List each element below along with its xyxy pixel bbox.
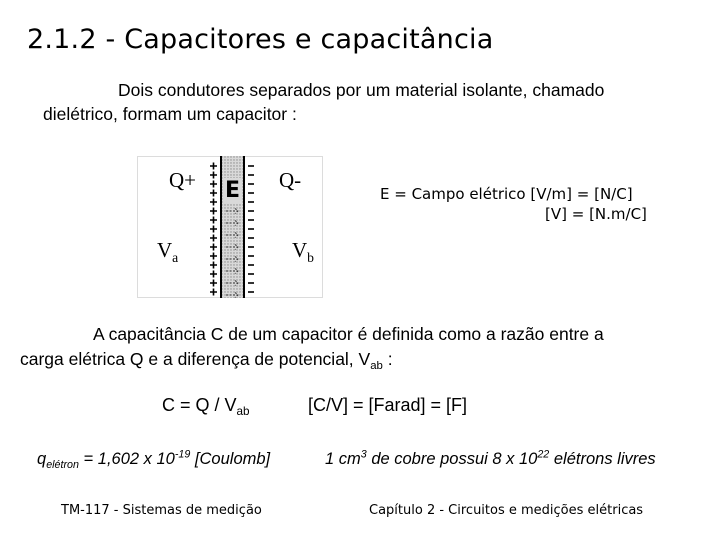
charge-positive-label: Q+ xyxy=(169,168,197,192)
plus-sign xyxy=(210,289,217,296)
plus-sign xyxy=(210,190,217,197)
intro-line-1: Dois condutores separados por um material isolante, chamado xyxy=(118,80,605,100)
footer-chapter: Capítulo 2 - Circuitos e medições elétricas xyxy=(369,503,644,518)
plus-sign xyxy=(210,172,217,179)
plus-sign xyxy=(210,235,217,242)
positive-charges xyxy=(210,163,217,296)
field-symbol: E xyxy=(225,178,241,203)
capacitance-line-2: carga elétrica Q e a diferença de potencial, $V_{ab}$ : xyxy=(20,349,393,372)
capacitance-units: [C/V] = [Farad] = [F] xyxy=(308,395,468,415)
capacitance-formula: $C = Q / V_{ab}$ xyxy=(162,395,250,419)
charge-negative-label: Q- xyxy=(279,168,302,192)
plus-sign xyxy=(210,253,217,260)
footer-course: TM-117 - Sistemas de medição xyxy=(61,503,262,518)
plus-sign xyxy=(210,181,217,188)
plus-sign xyxy=(210,226,217,233)
field-definition-line-2: [V] = [N.m/C] xyxy=(545,205,647,223)
plus-sign xyxy=(210,244,217,251)
capacitance-line-1: A capacitância C de um capacitor é definida como a razão entre a xyxy=(93,324,604,344)
intro-line-2: dielétrico, formam um capacitor : xyxy=(43,104,297,124)
plus-sign xyxy=(210,163,217,170)
copper-electrons-fact: 1 $cm^3$ de cobre possui 8 x $10^{22}$ elétrons livres xyxy=(325,448,656,468)
plus-sign xyxy=(210,217,217,224)
page-title: 2.1.2 - Capacitores e capacitância xyxy=(27,24,494,55)
field-definition-line-1: E = Campo elétrico [V/m] = [N/C] xyxy=(380,185,633,203)
plus-sign xyxy=(210,280,217,287)
potential-b-label: $V_b$ xyxy=(292,238,314,265)
potential-a-label: $V_a$ xyxy=(157,238,179,265)
capacitor-figure xyxy=(137,156,323,298)
plus-sign xyxy=(210,208,217,215)
negative-charges xyxy=(248,166,254,292)
electron-charge: $q_{elétron} = 1,602$ x $10^{-19}$ [Coulomb] xyxy=(37,448,271,471)
plus-sign xyxy=(210,262,217,269)
plus-sign xyxy=(210,199,217,206)
plus-sign xyxy=(210,271,217,278)
